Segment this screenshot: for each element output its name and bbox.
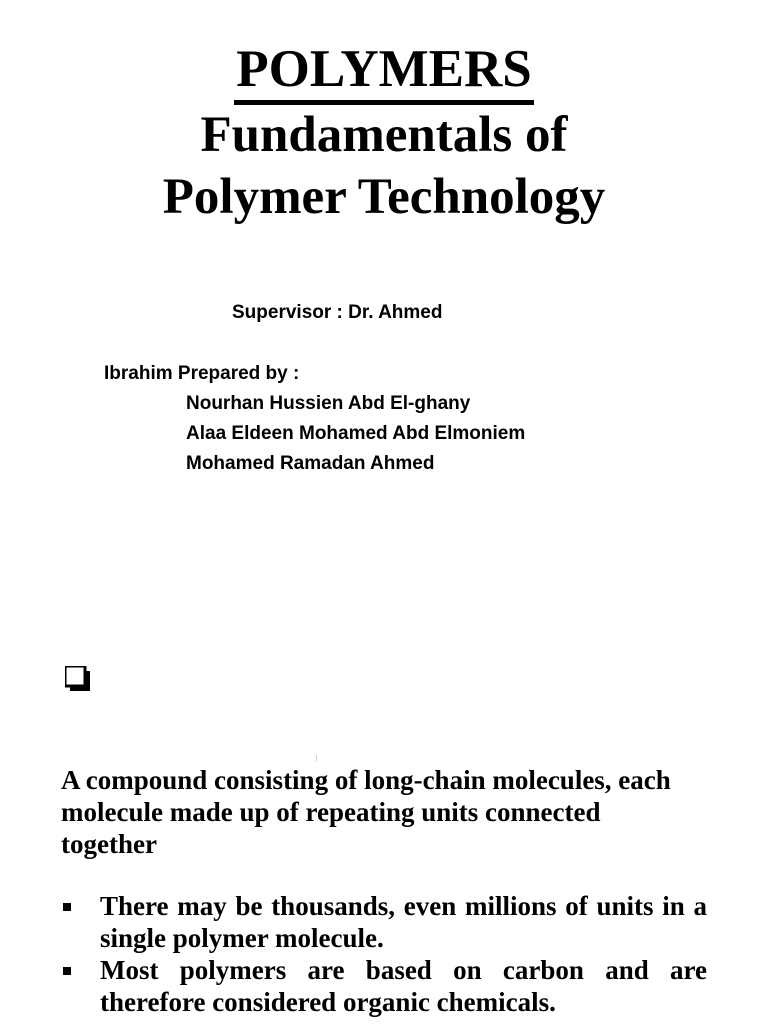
square-bullet-icon <box>63 967 71 975</box>
bullet-text: There may be thousands, even millions of units in a single polymer molecule. <box>100 891 707 953</box>
author-name: Alaa Eldeen Mohamed Abd Elmoniem <box>186 423 526 444</box>
definition-paragraph: A compound consisting of long-chain molecules, each molecule made up of repeating units connected together <box>61 765 671 859</box>
prepared-by-label: Ibrahim Prepared by : <box>104 363 300 384</box>
bullet-list <box>61 890 707 1018</box>
supervisor-line: Supervisor : Dr. Ahmed <box>232 302 443 323</box>
list-item <box>61 890 707 954</box>
page-title: POLYMERS <box>234 38 534 105</box>
author-name: Nourhan Hussien Abd El-ghany <box>186 393 471 414</box>
list-item <box>61 954 707 1018</box>
bullet-text: Most polymers are based on carbon and are therefore considered organic chemicals. <box>100 955 707 1017</box>
author-name: Mohamed Ramadan Ahmed <box>186 453 435 474</box>
stray-mark <box>316 755 317 761</box>
square-bullet-icon <box>63 903 71 911</box>
subtitle-block <box>0 104 768 228</box>
title-block <box>0 38 768 105</box>
checkbox-icon <box>65 666 90 691</box>
subtitle-line-1: Fundamentals of <box>200 107 568 163</box>
subtitle-line-2: Polymer Technology <box>162 169 606 225</box>
